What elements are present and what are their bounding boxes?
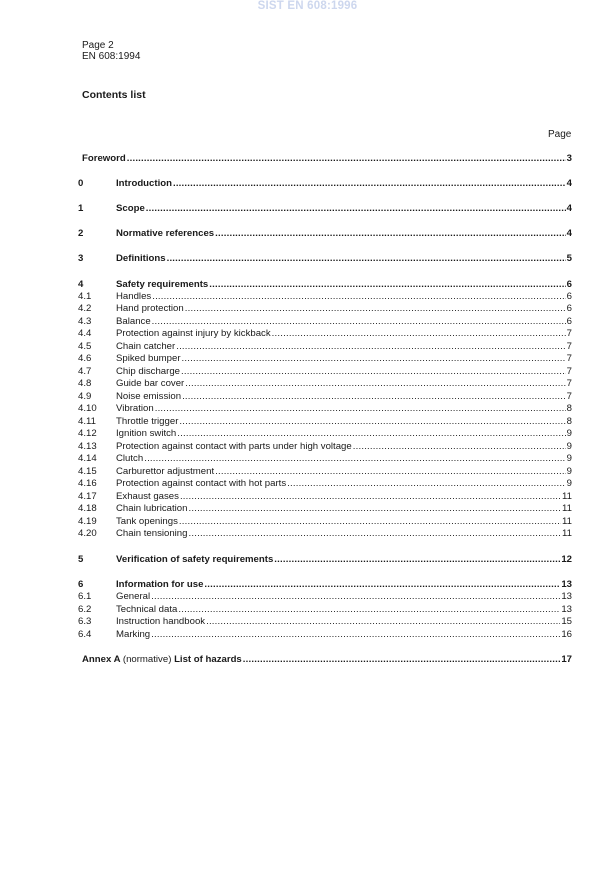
toc-entry-page: 9	[566, 441, 572, 452]
toc-entry[interactable]	[78, 428, 572, 439]
toc-entry-number: 5	[78, 554, 84, 565]
contents-title: Contents list	[82, 89, 146, 101]
dot-leader	[155, 403, 566, 414]
toc-entry-number: 1	[78, 203, 84, 214]
toc-entry-number: 4.19	[78, 516, 97, 527]
toc-entry[interactable]	[78, 554, 572, 565]
toc-entry-number: 4.4	[78, 328, 92, 339]
dot-leader	[204, 579, 560, 590]
toc-entry-title: Normative references	[116, 228, 215, 239]
toc-entry-page: 9	[566, 478, 572, 489]
toc-entry-number: 6.1	[78, 591, 92, 602]
toc-entry[interactable]	[78, 366, 572, 377]
toc-entry-number: 4.1	[78, 291, 92, 302]
toc-entry[interactable]	[78, 353, 572, 364]
toc-entry-number: 6.2	[78, 604, 92, 615]
dot-leader	[287, 478, 566, 489]
toc-entry-title: Chain catcher	[116, 341, 176, 352]
toc-entry-title: Clutch	[116, 453, 144, 464]
toc-entry-title: Definitions	[116, 253, 166, 264]
toc-entry-number: 4.3	[78, 316, 92, 327]
toc-entry-page: 11	[562, 528, 572, 539]
toc-entry-page: 9	[566, 466, 572, 477]
toc-entry-title: Carburettor adjustment	[116, 466, 215, 477]
toc-entry-page: 3	[566, 153, 572, 164]
toc-entry-title: Exhaust gases	[116, 491, 179, 502]
page-column-label: Page	[548, 129, 572, 140]
toc-entry-page: 15	[561, 616, 572, 627]
toc-entry-title: Safety requirements	[116, 279, 209, 290]
dot-leader	[215, 228, 566, 239]
toc-entry-number: 4.6	[78, 353, 92, 364]
dot-leader	[180, 491, 561, 502]
toc-entry-title: Scope	[116, 203, 145, 214]
toc-entry[interactable]	[78, 253, 572, 264]
toc-entry-title: Protection against contact with parts under high voltage	[116, 441, 352, 452]
toc-entry-number: 4.10	[78, 403, 97, 414]
toc-entry-title: Hand protection	[116, 303, 184, 314]
toc-entry[interactable]	[78, 416, 572, 427]
toc-entry-number: 6.4	[78, 629, 92, 640]
dot-leader	[167, 253, 566, 264]
dot-leader	[151, 629, 560, 640]
dot-leader	[152, 316, 566, 327]
toc-entry-number: 4.17	[78, 491, 97, 502]
toc-entry-title: Chip discharge	[116, 366, 180, 377]
toc-entry-title: Protection against injury by kickback	[116, 328, 271, 339]
toc-entry-title: Protection against contact with hot parts	[116, 478, 287, 489]
toc-entry[interactable]	[78, 341, 572, 352]
toc-entry-page: 8	[566, 403, 572, 414]
toc-entry-number: 4.14	[78, 453, 97, 464]
toc-entry-page: 6	[566, 279, 572, 290]
toc-entry-title: Handles	[116, 291, 152, 302]
toc-entry[interactable]	[78, 228, 572, 239]
dot-leader	[188, 503, 561, 514]
toc-entry-page: 7	[566, 328, 572, 339]
toc-entry-title: Technical data	[116, 604, 178, 615]
toc-entry-page: 7	[566, 366, 572, 377]
toc-entry[interactable]	[78, 616, 572, 627]
toc-entry-number: 4.15	[78, 466, 97, 477]
toc-entry-page: 9	[566, 428, 572, 439]
toc-entry[interactable]	[78, 591, 572, 602]
standard-reference: EN 608:1994	[82, 51, 141, 62]
toc-entry-page: 13	[561, 604, 572, 615]
toc-entry[interactable]	[78, 328, 572, 339]
toc-entry[interactable]	[78, 153, 572, 164]
toc-entry[interactable]	[78, 178, 572, 189]
watermark: SIST EN 608:1996	[257, 0, 358, 12]
toc-entry-number: 4.5	[78, 341, 92, 352]
dot-leader	[206, 616, 560, 627]
dot-leader	[353, 441, 566, 452]
toc-entry-title: Throttle trigger	[116, 416, 179, 427]
toc-entry[interactable]	[78, 528, 572, 539]
toc-entry-number: 4.11	[78, 416, 96, 427]
toc-entry[interactable]	[78, 604, 572, 615]
dot-leader	[176, 341, 565, 352]
toc-entry-page: 17	[561, 654, 572, 665]
toc-entry[interactable]	[78, 403, 572, 414]
toc-entry-number: 6	[78, 579, 84, 590]
toc-entry-title: Balance	[116, 316, 151, 327]
toc-entry-title: Guide bar cover	[116, 378, 185, 389]
toc-entry[interactable]	[78, 316, 572, 327]
toc-entry[interactable]	[78, 291, 572, 302]
annex-label: Annex A	[82, 654, 123, 665]
toc-entry[interactable]	[78, 491, 572, 502]
toc-entry-page: 4	[566, 228, 572, 239]
toc-entry-number: 4.2	[78, 303, 92, 314]
toc-entry[interactable]	[78, 629, 572, 640]
toc-entry-number: 4.18	[78, 503, 97, 514]
toc-entry[interactable]	[78, 303, 572, 314]
toc-entry-number: 2	[78, 228, 84, 239]
toc-entry-page: 7	[566, 378, 572, 389]
toc-entry[interactable]	[78, 279, 572, 290]
toc-entry-title: Information for use	[116, 579, 204, 590]
toc-entry-number: 4.20	[78, 528, 97, 539]
dot-leader	[144, 453, 565, 464]
toc-entry[interactable]	[78, 579, 572, 590]
toc-entry-page: 11	[562, 516, 572, 527]
toc-entry[interactable]	[78, 391, 572, 402]
toc-entry-page: 6	[566, 303, 572, 314]
toc-entry[interactable]	[78, 478, 572, 489]
toc-entry-page: 4	[566, 203, 572, 214]
toc-entry-number: 4	[78, 279, 84, 290]
dot-leader	[182, 353, 566, 364]
dot-leader	[178, 604, 560, 615]
toc-entry-title: Chain tensioning	[116, 528, 188, 539]
dot-leader	[188, 528, 561, 539]
toc-entry-page: 7	[566, 391, 572, 402]
dot-leader	[179, 516, 561, 527]
toc-entry[interactable]	[78, 378, 572, 389]
toc-entry-page: 12	[561, 554, 572, 565]
toc-entry-number: 4.8	[78, 378, 92, 389]
dot-leader	[146, 203, 566, 214]
toc-entry-number: 4.12	[78, 428, 97, 439]
toc-entry-page: 11	[562, 491, 572, 502]
dot-leader	[209, 279, 565, 290]
dot-leader	[179, 416, 565, 427]
toc-entry-title: Marking	[116, 629, 151, 640]
toc-entry-page: 7	[566, 341, 572, 352]
dot-leader	[127, 153, 566, 164]
toc-entry-title: Noise emission	[116, 391, 182, 402]
toc-entry-page: 13	[561, 579, 572, 590]
toc-entry-title: Chain lubrication	[116, 503, 188, 514]
dot-leader	[272, 328, 566, 339]
toc-entry-annex[interactable]	[78, 654, 572, 665]
toc-entry-title: Foreword	[82, 153, 126, 164]
toc-entry-number: 3	[78, 253, 84, 264]
toc-entry-title: Ignition switch	[116, 428, 177, 439]
toc-entry-title: General	[116, 591, 151, 602]
toc-entry-page: 7	[566, 353, 572, 364]
toc-entry-number: 4.13	[78, 441, 97, 452]
toc-entry-title: Introduction	[116, 178, 172, 189]
dot-leader	[185, 303, 566, 314]
toc-entry-title: Tank openings	[116, 516, 178, 527]
toc-entry-title	[82, 654, 242, 665]
toc-entry[interactable]	[78, 516, 572, 527]
toc-entry[interactable]	[78, 453, 572, 464]
toc-entry-title: Spiked bumper	[116, 353, 181, 364]
toc-entry[interactable]	[78, 203, 572, 214]
dot-leader	[243, 654, 561, 665]
toc-entry-page: 8	[566, 416, 572, 427]
dot-leader	[274, 554, 560, 565]
toc-entry-page: 11	[562, 503, 572, 514]
toc-entry[interactable]	[78, 441, 572, 452]
dot-leader	[181, 366, 566, 377]
toc-entry-title: Verification of safety requirements	[116, 554, 274, 565]
toc-entry-page: 6	[566, 316, 572, 327]
annex-title: List of hazards	[174, 654, 242, 665]
toc-entry-page: 5	[566, 253, 572, 264]
dot-leader	[173, 178, 566, 189]
toc-entry-number: 0	[78, 178, 84, 189]
toc-entry-number: 4.16	[78, 478, 97, 489]
toc-entry[interactable]	[78, 503, 572, 514]
toc-entry-number: 6.3	[78, 616, 92, 627]
dot-leader	[215, 466, 566, 477]
toc-entry-title: Instruction handbook	[116, 616, 206, 627]
dot-leader	[152, 291, 565, 302]
toc-entry-number: 4.7	[78, 366, 92, 377]
dot-leader	[177, 428, 565, 439]
toc-entry-title: Vibration	[116, 403, 154, 414]
dot-leader	[182, 391, 566, 402]
page-number: Page 2	[82, 40, 114, 51]
toc-entry[interactable]	[78, 466, 572, 477]
toc-entry-number: 4.9	[78, 391, 92, 402]
toc-entry-page: 13	[561, 591, 572, 602]
annex-qualifier: (normative)	[122, 654, 175, 665]
toc-entry-page: 6	[566, 291, 572, 302]
dot-leader	[185, 378, 565, 389]
toc-entry-page: 9	[566, 453, 572, 464]
toc-entry-page: 16	[561, 629, 572, 640]
dot-leader	[151, 591, 560, 602]
toc-entry-page: 4	[566, 178, 572, 189]
